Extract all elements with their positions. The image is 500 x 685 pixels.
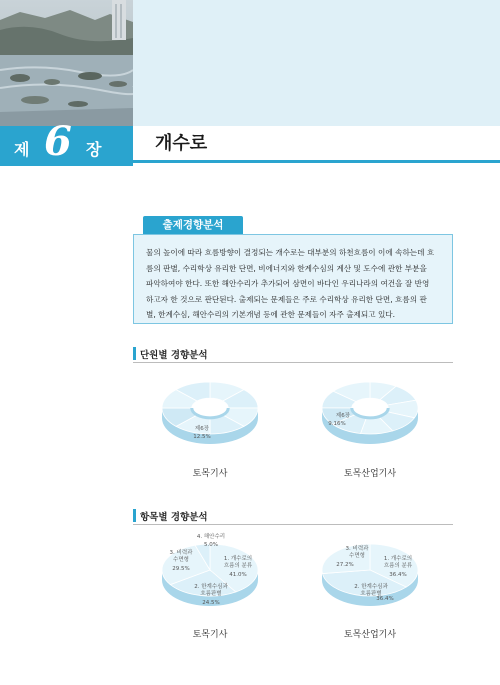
section-unit-title: 단원별 경향분석 [140, 350, 208, 361]
pie-chart-item-saneop [305, 532, 435, 620]
section-divider [133, 362, 453, 363]
header-band [133, 0, 500, 126]
slice-label: 2. 한계수심과 [354, 584, 388, 590]
slice-label: 제6장 [194, 426, 210, 432]
chapter-title: 개수로 [155, 133, 208, 154]
pie-chart-unit-saneop [305, 368, 435, 458]
chart-caption: 토목기사 [192, 630, 228, 640]
analysis-line: 물의 높이에 따라 흐름방향이 결정되는 개수로는 대부분의 하천흐름이 이에 속하는데 흐 [146, 248, 435, 257]
section-item-title: 항목별 경향분석 [140, 512, 208, 523]
slice-label: 흐름의 분류 [383, 563, 413, 569]
chapter-number: 6 [44, 118, 72, 165]
slice-value: 12.5% [193, 434, 211, 440]
slice-label: 흐름판별 [200, 591, 222, 597]
slice-label: 3. 비력과 [345, 546, 369, 552]
slice-value: 27.2% [336, 562, 354, 568]
analysis-text-box [133, 234, 453, 324]
slice-value: 24.5% [202, 600, 220, 606]
chapter-suffix: 장 [86, 140, 102, 159]
analysis-line: 파악하여야 한다. 또한 해안수리가 추가되어 삼면이 바다인 우리나라의 여건을 잘 반영 [146, 279, 430, 288]
analysis-line: 하고자 한 것으로 판단된다. 출제되는 문제들은 주로 수리학상 유리한 단면, 흐름의 판 [146, 294, 427, 304]
slice-label: 1. 개수로의 [223, 556, 253, 562]
slice-value: 5.0% [204, 542, 218, 548]
slice-label: 4. 해안수리 [196, 534, 226, 540]
slice-label: 3. 비력과 [169, 550, 193, 556]
section-divider [133, 524, 453, 525]
slice-value: 36.4% [376, 596, 394, 602]
slice-label: 1. 개수로의 [383, 556, 413, 562]
chart-caption: 토목산업기사 [343, 630, 397, 640]
chart-caption: 토목산업기사 [343, 469, 397, 479]
slice-label: 흐름판별 [360, 591, 382, 597]
analysis-tab: 출제경향분석 [143, 216, 243, 234]
chapter-rule [133, 160, 500, 163]
slice-value: 29.5% [172, 566, 190, 572]
chapter-prefix: 제 [14, 140, 30, 159]
slice-label: 제6장 [335, 413, 351, 419]
slice-value: 9.16% [328, 421, 346, 427]
header-river-photo [0, 0, 133, 126]
slice-value: 36.4% [389, 572, 407, 578]
analysis-line: 름의 판별, 수리학상 유리한 단면, 비에너지와 한계수심의 계산 및 도수에 관한 부분을 [146, 263, 427, 273]
pie-chart-item-gisa [145, 532, 275, 620]
slice-label: 흐름의 분류 [223, 563, 253, 569]
chart-caption: 토목기사 [192, 469, 228, 479]
chapter-title-area [133, 126, 500, 160]
slice-label: 수면형 [173, 557, 189, 563]
analysis-line: 별, 한계수심, 해안수리의 기본개념 등에 관한 문제들이 자주 출제되고 있다. [146, 310, 396, 319]
chapter-number-box [0, 118, 133, 166]
section-marker [133, 509, 136, 522]
slice-label: 수면형 [349, 553, 365, 559]
slice-label: 2. 한계수심과 [194, 584, 228, 590]
pie-chart-unit-gisa [145, 368, 275, 458]
section-marker [133, 347, 136, 360]
slice-value: 41.0% [229, 572, 247, 578]
